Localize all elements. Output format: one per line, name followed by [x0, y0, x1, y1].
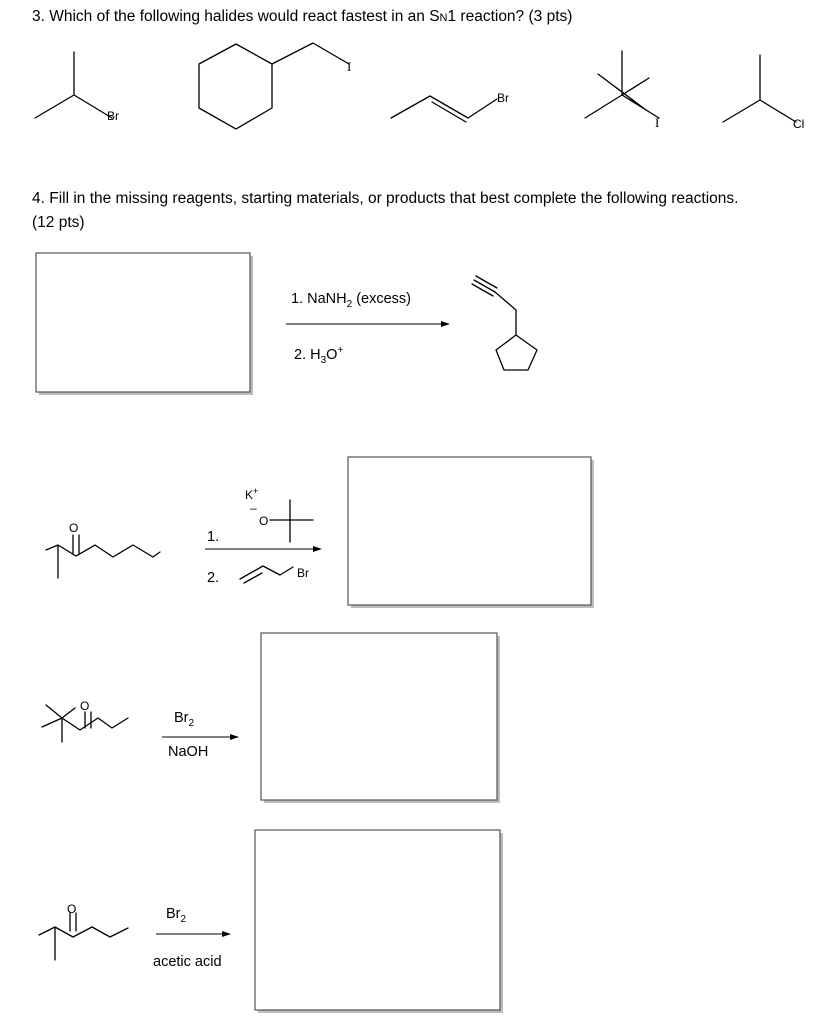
reaction-4-reagent-1: $Br_2$ — [166, 906, 187, 925]
label-cl: Cl — [793, 117, 805, 131]
question-3-prefix: 3. Which of the following halides would react fastest in an S — [32, 8, 440, 25]
molecule-2-methyl-chloropropane — [723, 55, 804, 131]
molecule-iodomethyl-ethyl-cyclohexane — [199, 43, 351, 129]
label-i-1: I — [347, 59, 352, 74]
answer-box-product-4[interactable] — [255, 830, 500, 1010]
ketone-starting-material-2 — [46, 521, 160, 578]
ketone-starting-material-4 — [39, 902, 128, 960]
alkoxide-oxygen: O — [259, 514, 269, 528]
label-br-1: Br — [107, 109, 119, 123]
molecule-tert-alkyl-iodide — [585, 51, 659, 130]
question-3-subscript: N — [439, 12, 448, 24]
question-3-suffix: 1 reaction? (3 pts) — [447, 8, 573, 25]
answer-box-product-3[interactable] — [261, 633, 497, 800]
question-4-line2: (12 pts) — [32, 214, 85, 231]
reaction-4-reagent-2: acetic acid — [153, 954, 222, 970]
answer-box-starting-material-1[interactable] — [36, 253, 250, 392]
answer-box-product-2[interactable] — [348, 457, 591, 605]
alkoxide-charge: – — [250, 501, 257, 515]
question-4-line1: 4. Fill in the missing reagents, starting materials, or products that best complete the following reactions. — [32, 190, 739, 207]
reaction-1-reagent-1: 1. NaNH$_2$ (excess) — [291, 291, 411, 310]
reaction-3-reagent-2: NaOH — [168, 744, 209, 760]
carbonyl-oxygen-2: O — [69, 521, 79, 535]
tert-butoxide-structure — [270, 500, 313, 542]
molecule-allylic-bromide — [391, 91, 509, 122]
molecule-2-bromopropane — [35, 52, 119, 123]
reaction-2-step-1-number: 1. — [207, 529, 220, 545]
reaction-1-reagent-2: 2. $H_3O^+$ — [294, 345, 344, 366]
carbonyl-oxygen-4: O — [67, 902, 77, 916]
product-propargyl-cyclopentane — [472, 276, 537, 370]
carbonyl-oxygen-3: O — [80, 699, 90, 713]
reaction-2-step-2-number: 2. — [207, 570, 220, 586]
potassium-cation: K+ — [245, 486, 259, 502]
allyl-bromide-br: Br — [297, 566, 309, 580]
allyl-bromide-structure — [240, 566, 293, 583]
reaction-3-reagent-1: $Br_2$ — [174, 710, 195, 729]
label-br-2: Br — [497, 91, 509, 105]
ketone-starting-material-3 — [42, 699, 128, 742]
label-i-2: I — [655, 115, 660, 130]
